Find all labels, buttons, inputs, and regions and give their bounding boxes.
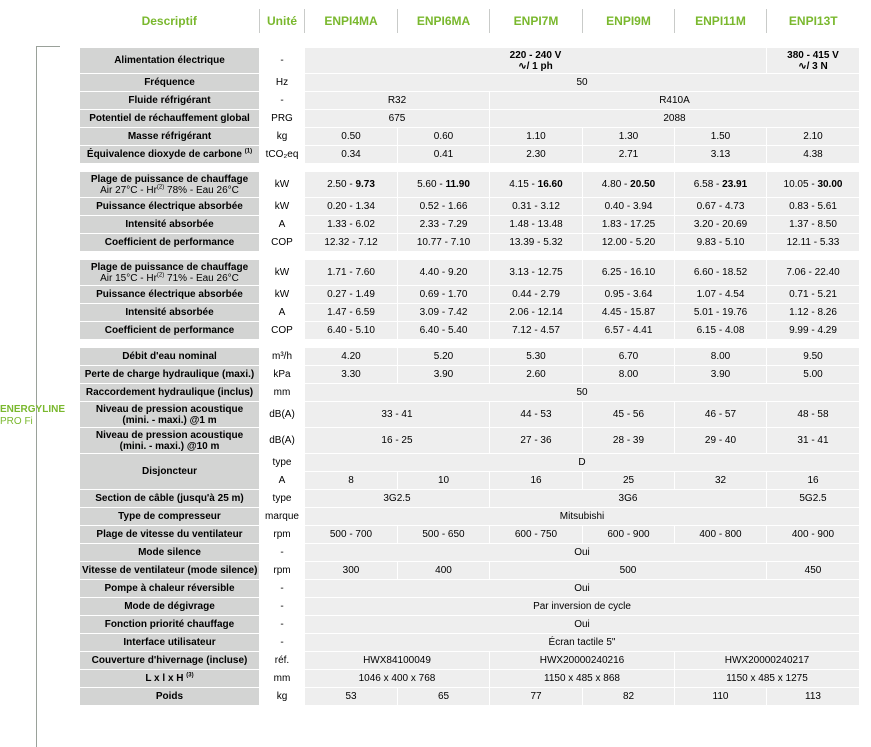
voltage-3n: 380 - 415 V: [787, 49, 839, 61]
row-unit: type: [260, 454, 305, 472]
cell-value: Oui: [305, 580, 860, 598]
row-unit: COP: [260, 322, 305, 340]
row-label: [80, 146, 260, 164]
row-label: Section de câble (jusqu'à 25 m): [80, 490, 260, 508]
cell-value: 5.60 - 11.90: [398, 172, 490, 198]
row-unit: PRG: [260, 110, 305, 128]
row-unit: A: [260, 472, 305, 490]
row-label-line1: Plage de puissance de chauffage: [90, 173, 249, 185]
row-label: [80, 260, 260, 286]
cell-value: 33 - 41: [305, 402, 490, 428]
row-label: Fonction priorité chauffage: [80, 616, 260, 634]
row-unit: -: [260, 544, 305, 562]
cell-value: 0.52 - 1.66: [398, 198, 490, 216]
cell-value: 10: [398, 472, 490, 490]
footnote-ref: (3): [186, 672, 194, 679]
row-label: Couverture d'hivernage (incluse): [80, 652, 260, 670]
cell-value: 3G2.5: [305, 490, 490, 508]
table-row: [80, 634, 860, 652]
table-row: [80, 526, 860, 544]
row-label: Raccordement hydraulique (inclus): [80, 384, 260, 402]
cell-value: Oui: [305, 544, 860, 562]
cell-value: 600 - 750: [490, 526, 583, 544]
cell-value: 3.09 - 7.42: [398, 304, 490, 322]
table-row: [80, 428, 860, 454]
cell-value: 12.32 - 7.12: [305, 234, 398, 252]
phase-1ph: ∿/ 1 ph: [518, 60, 553, 72]
cell-value: 1046 x 400 x 768: [305, 670, 490, 688]
row-label-line1: Niveau de pression acoustique: [95, 429, 244, 441]
cell-value: 500 - 700: [305, 526, 398, 544]
row-unit: kW: [260, 198, 305, 216]
table-row: [80, 598, 860, 616]
cell-value: 0.60: [398, 128, 490, 146]
cell-value: 6.40 - 5.10: [305, 322, 398, 340]
cell-value: 4.20: [305, 348, 398, 366]
cell-value: 53: [305, 688, 398, 706]
row-label: Pompe à chaleur réversible: [80, 580, 260, 598]
cell-value: HWX84100049: [305, 652, 490, 670]
cell-value: 4.80 - 20.50: [583, 172, 675, 198]
row-label-line1: Plage de puissance de chauffage: [90, 261, 249, 273]
cell-value: 400 - 900: [767, 526, 860, 544]
row-unit: dB(A): [260, 428, 305, 454]
cell-value: 2088: [490, 110, 860, 128]
header-row: [80, 9, 860, 33]
cell-value: 3G6: [490, 490, 767, 508]
cell-value: 400: [398, 562, 490, 580]
cell-value: 3.90: [675, 366, 767, 384]
header-model: ENPI7M: [490, 9, 583, 33]
table-row: [80, 544, 860, 562]
cell-value: [767, 48, 860, 74]
cell-value: 32: [675, 472, 767, 490]
row-label: Perte de charge hydraulique (maxi.): [80, 366, 260, 384]
table-row: [80, 198, 860, 216]
brand-sub-label: PRO Fi: [0, 416, 33, 427]
row-label: Mode de dégivrage: [80, 598, 260, 616]
cell-value: [305, 48, 767, 74]
cell-value: 113: [767, 688, 860, 706]
table-row: [80, 322, 860, 340]
cell-value: HWX20000240217: [675, 652, 860, 670]
row-label-line2: (mini. - maxi.) @10 m: [119, 440, 220, 452]
cell-value: 1.37 - 8.50: [767, 216, 860, 234]
cell-value: 110: [675, 688, 767, 706]
table-row: [80, 92, 860, 110]
cell-value: 3.30: [305, 366, 398, 384]
cell-value: 5G2.5: [767, 490, 860, 508]
row-label: Masse réfrigérant: [80, 128, 260, 146]
row-label-line2: Air 15°C - Hr$^{(2)}$ 71% - Eau 26°C: [100, 272, 239, 284]
cell-value: 6.25 - 16.10: [583, 260, 675, 286]
cell-value: 16 - 25: [305, 428, 490, 454]
cell-value: 0.95 - 3.64: [583, 286, 675, 304]
row-unit: kW: [260, 172, 305, 198]
table-row: [80, 172, 860, 198]
row-label-line1: Niveau de pression acoustique: [95, 403, 244, 415]
row-label: Débit d'eau nominal: [80, 348, 260, 366]
row-unit: -: [260, 48, 305, 74]
cell-value: 65: [398, 688, 490, 706]
row-label: Mode silence: [80, 544, 260, 562]
row-unit: kg: [260, 688, 305, 706]
cell-value: 1.30: [583, 128, 675, 146]
table-row: [80, 384, 860, 402]
brand-label: ENERGYLINE: [0, 404, 66, 415]
cell-value: 400 - 800: [675, 526, 767, 544]
cell-value: 77: [490, 688, 583, 706]
cell-value: 6.70: [583, 348, 675, 366]
cell-value: 1150 x 485 x 1275: [675, 670, 860, 688]
row-unit: dB(A): [260, 402, 305, 428]
cell-value: 16: [767, 472, 860, 490]
table-row: [80, 348, 860, 366]
cell-value: 2.30: [490, 146, 583, 164]
cell-value: 48 - 58: [767, 402, 860, 428]
row-unit: A: [260, 216, 305, 234]
cell-value: 6.58 - 23.91: [675, 172, 767, 198]
cell-value: 5.01 - 19.76: [675, 304, 767, 322]
cell-value: 8.00: [675, 348, 767, 366]
cell-value: 31 - 41: [767, 428, 860, 454]
table-row: [80, 110, 860, 128]
cell-value: 6.60 - 18.52: [675, 260, 767, 286]
cell-value: 2.33 - 7.29: [398, 216, 490, 234]
cell-value: 9.50: [767, 348, 860, 366]
cell-value: 9.83 - 5.10: [675, 234, 767, 252]
row-unit: kPa: [260, 366, 305, 384]
table-row: [80, 402, 860, 428]
cell-value: 5.30: [490, 348, 583, 366]
header-descriptif: Descriptif: [80, 9, 260, 33]
table-row: [80, 490, 860, 508]
cell-value: 28 - 39: [583, 428, 675, 454]
row-unit: -: [260, 616, 305, 634]
row-unit: -: [260, 634, 305, 652]
table-row: [80, 688, 860, 706]
cell-value: 82: [583, 688, 675, 706]
row-unit: mm: [260, 384, 305, 402]
row-label: Type de compresseur: [80, 508, 260, 526]
cell-value: Écran tactile 5": [305, 634, 860, 652]
header-model: ENPI11M: [675, 9, 767, 33]
table-row: [80, 234, 860, 252]
table-row: [80, 48, 860, 74]
row-label: [80, 428, 260, 454]
cell-value: 10.05 - 30.00: [767, 172, 860, 198]
side-label: [0, 404, 65, 428]
cell-value: 2.71: [583, 146, 675, 164]
row-unit: rpm: [260, 526, 305, 544]
table-row: [80, 670, 860, 688]
cell-value: 0.41: [398, 146, 490, 164]
cell-value: 2.10: [767, 128, 860, 146]
cell-value: Mitsubishi: [305, 508, 860, 526]
row-unit: tCO₂eq: [260, 146, 305, 164]
row-label: [80, 670, 260, 688]
cell-value: HWX20000240216: [490, 652, 675, 670]
cell-value: 3.13 - 12.75: [490, 260, 583, 286]
cell-value: 500: [490, 562, 767, 580]
row-label: Fréquence: [80, 74, 260, 92]
row-unit: -: [260, 598, 305, 616]
row-unit: kg: [260, 128, 305, 146]
cell-value: 1.71 - 7.60: [305, 260, 398, 286]
row-label: Puissance électrique absorbée: [80, 198, 260, 216]
cell-value: 29 - 40: [675, 428, 767, 454]
cell-value: 0.40 - 3.94: [583, 198, 675, 216]
cell-value: 7.12 - 4.57: [490, 322, 583, 340]
cell-value: 3.90: [398, 366, 490, 384]
cell-value: 44 - 53: [490, 402, 583, 428]
spec-table: [79, 9, 860, 706]
cell-value: 6.57 - 4.41: [583, 322, 675, 340]
side-bracket: [36, 46, 60, 747]
cell-value: R32: [305, 92, 490, 110]
cell-value: 0.44 - 2.79: [490, 286, 583, 304]
cell-value: 4.45 - 15.87: [583, 304, 675, 322]
cell-value: 1150 x 485 x 868: [490, 670, 675, 688]
cell-value: 50: [305, 384, 860, 402]
row-label: Fluide réfrigérant: [80, 92, 260, 110]
cell-value: 3.13: [675, 146, 767, 164]
cell-value: 0.50: [305, 128, 398, 146]
cell-value: 1.10: [490, 128, 583, 146]
cell-value: 4.38: [767, 146, 860, 164]
row-label-line2: Air 27°C - Hr$^{(2)}$ 78% - Eau 26°C: [100, 184, 239, 196]
cell-value: 675: [305, 110, 490, 128]
table-row: [80, 454, 860, 472]
header-model: ENPI9M: [583, 9, 675, 33]
header-model: ENPI6MA: [398, 9, 490, 33]
row-unit: m³/h: [260, 348, 305, 366]
cell-value: 5.20: [398, 348, 490, 366]
cell-value: 7.06 - 22.40: [767, 260, 860, 286]
table-row: [80, 74, 860, 92]
cell-value: 45 - 56: [583, 402, 675, 428]
cell-value: 13.39 - 5.32: [490, 234, 583, 252]
cell-value: Oui: [305, 616, 860, 634]
cell-value: 450: [767, 562, 860, 580]
header-model: ENPI4MA: [305, 9, 398, 33]
cell-value: 0.67 - 4.73: [675, 198, 767, 216]
cell-value: D: [305, 454, 860, 472]
cell-value: 27 - 36: [490, 428, 583, 454]
row-unit: kW: [260, 286, 305, 304]
table-row: [80, 128, 860, 146]
row-unit: A: [260, 304, 305, 322]
header-unite: Unité: [260, 9, 305, 33]
row-label: Intensité absorbée: [80, 304, 260, 322]
cell-value: 3.20 - 20.69: [675, 216, 767, 234]
cell-value: 4.40 - 9.20: [398, 260, 490, 286]
header-model: ENPI13T: [788, 14, 838, 28]
row-label: Puissance électrique absorbée: [80, 286, 260, 304]
cell-value: R410A: [490, 92, 860, 110]
row-label: [80, 402, 260, 428]
cell-value: Par inversion de cycle: [305, 598, 860, 616]
row-label-line2: (mini. - maxi.) @1 m: [122, 414, 217, 426]
cell-value: 300: [305, 562, 398, 580]
cell-value: 2.06 - 12.14: [490, 304, 583, 322]
cell-value: 8: [305, 472, 398, 490]
cell-value: 5.00: [767, 366, 860, 384]
cell-value: 16: [490, 472, 583, 490]
row-label: Coefficient de performance: [80, 234, 260, 252]
table-row: [80, 146, 860, 164]
row-unit: rpm: [260, 562, 305, 580]
cell-value: 600 - 900: [583, 526, 675, 544]
cell-value: 2.60: [490, 366, 583, 384]
row-unit: type: [260, 490, 305, 508]
cell-value: 0.69 - 1.70: [398, 286, 490, 304]
table-row: [80, 216, 860, 234]
cell-value: 25: [583, 472, 675, 490]
row-unit: mm: [260, 670, 305, 688]
cell-value: 1.07 - 4.54: [675, 286, 767, 304]
cell-value: 9.99 - 4.29: [767, 322, 860, 340]
row-unit: -: [260, 92, 305, 110]
cell-value: 1.47 - 6.59: [305, 304, 398, 322]
footnote-ref: (1): [244, 148, 253, 155]
cell-value: 0.34: [305, 146, 398, 164]
table-row: [80, 508, 860, 526]
row-label: Vitesse de ventilateur (mode silence): [80, 562, 260, 580]
cell-value: 10.77 - 7.10: [398, 234, 490, 252]
cell-value: 46 - 57: [675, 402, 767, 428]
row-label: Potentiel de réchauffement global: [80, 110, 260, 128]
row-unit: kW: [260, 260, 305, 286]
row-label: [80, 172, 260, 198]
row-unit: COP: [260, 234, 305, 252]
row-unit: marque: [260, 508, 305, 526]
cell-value: 1.33 - 6.02: [305, 216, 398, 234]
cell-value: 1.83 - 17.25: [583, 216, 675, 234]
row-label: Disjoncteur: [80, 454, 260, 490]
cell-value: 0.27 - 1.49: [305, 286, 398, 304]
table-row: [80, 260, 860, 286]
cell-value: 2.50 - 9.73: [305, 172, 398, 198]
table-row: [80, 366, 860, 384]
row-label-text: Équivalence dioxyde de carbone: [86, 149, 242, 160]
cell-value: 8.00: [583, 366, 675, 384]
table-row: [80, 652, 860, 670]
row-unit: -: [260, 580, 305, 598]
phase-3n: ∿/ 3 N: [798, 60, 828, 72]
cell-value: 50: [305, 74, 860, 92]
row-unit: Hz: [260, 74, 305, 92]
row-unit: réf.: [260, 652, 305, 670]
table-row: [80, 286, 860, 304]
voltage-1ph: 220 - 240 V: [509, 49, 562, 61]
cell-value: 6.15 - 4.08: [675, 322, 767, 340]
cell-value: 6.40 - 5.40: [398, 322, 490, 340]
row-label: Plage de vitesse du ventilateur: [80, 526, 260, 544]
table-row: [80, 562, 860, 580]
cell-value: 12.00 - 5.20: [583, 234, 675, 252]
row-label: Coefficient de performance: [80, 322, 260, 340]
cell-value: 12.11 - 5.33: [767, 234, 860, 252]
cell-value: 0.20 - 1.34: [305, 198, 398, 216]
cell-value: 0.83 - 5.61: [767, 198, 860, 216]
row-label: Alimentation électrique: [80, 48, 260, 74]
cell-value: 500 - 650: [398, 526, 490, 544]
row-label: Intensité absorbée: [80, 216, 260, 234]
table-row: [80, 580, 860, 598]
cell-value: 1.50: [675, 128, 767, 146]
cell-value: 0.71 - 5.21: [767, 286, 860, 304]
cell-value: 0.31 - 3.12: [490, 198, 583, 216]
cell-value: 4.15 - 16.60: [490, 172, 583, 198]
row-label: Interface utilisateur: [80, 634, 260, 652]
cell-value: 1.12 - 8.26: [767, 304, 860, 322]
table-row: [80, 616, 860, 634]
row-label-text: L x l x H: [145, 673, 184, 684]
table-row: [80, 304, 860, 322]
row-label: Poids: [80, 688, 260, 706]
cell-value: 1.48 - 13.48: [490, 216, 583, 234]
